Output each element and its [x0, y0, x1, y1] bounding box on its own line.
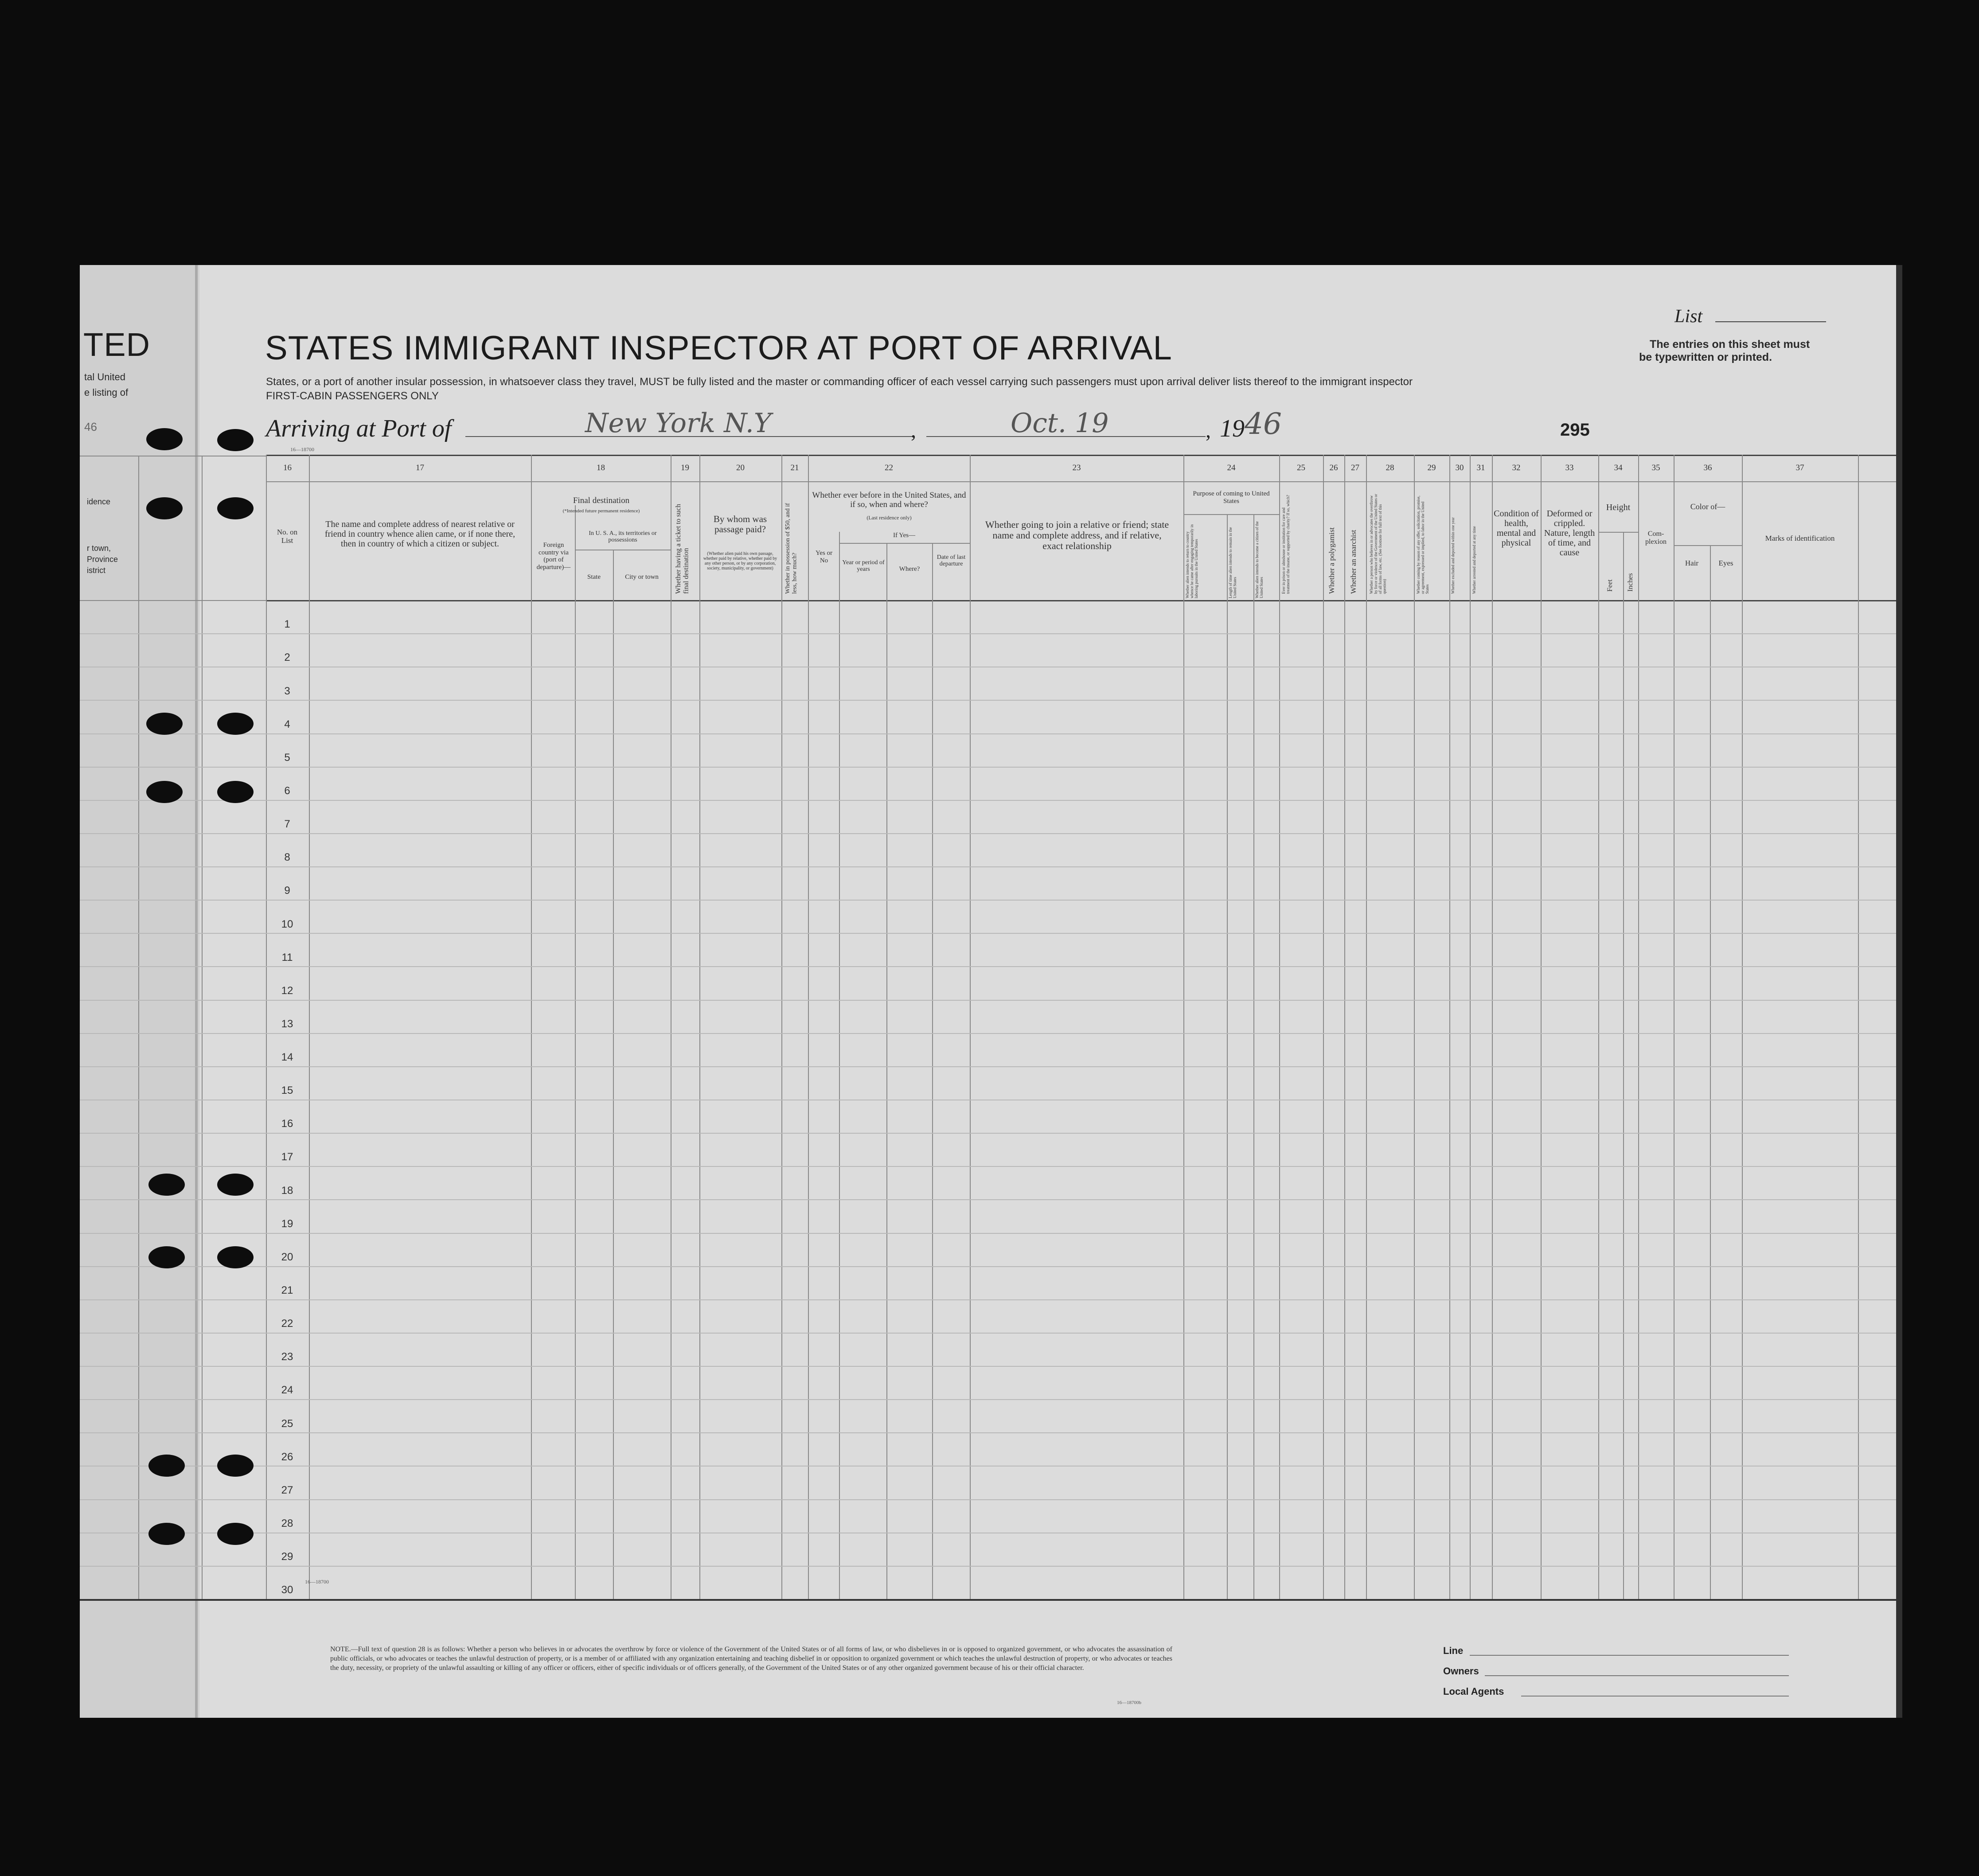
page-subtitle: States, or a port of another insular possession, in whatsoever class they travel, MUST be fully listed and the master or commanding officer of each vessel carrying such passengers must upon arrival deliver lists thereof to the immigrant inspector — [266, 376, 1413, 388]
col-line — [1344, 455, 1345, 1599]
header-anarchist: Whether an anarchist — [1349, 530, 1358, 594]
colnum-21: 21 — [790, 463, 799, 472]
header-date-departure: Date of last departure — [937, 554, 966, 568]
punch-hole — [146, 781, 183, 803]
left-strip-row-divider — [80, 1066, 266, 1067]
page-title: STATES IMMIGRANT INSPECTOR AT PORT OF ARRIVAL — [265, 329, 1172, 367]
col-line — [1598, 455, 1599, 1599]
header-health: Condition of health, mental and physical — [1494, 509, 1539, 548]
left-strip-row-divider — [80, 1399, 266, 1400]
header-ever-before: Whether ever before in the United States, and if so, when and where? — [812, 491, 966, 509]
header-nearest-relative: The name and complete address of nearest relative or friend in country whence alien came, or if none there, then in country of which a citizen or subject. — [324, 519, 515, 549]
colnum-28: 28 — [1386, 463, 1394, 472]
header-state: State — [587, 573, 601, 581]
col-line — [1858, 455, 1859, 1599]
left-strip-row-divider — [80, 1133, 266, 1134]
header-purpose-length: Length of time alien intends to remain in the United States — [1228, 527, 1237, 598]
row-divider — [266, 1333, 1896, 1334]
row-number: 16 — [281, 1118, 293, 1130]
left-strip-column-line — [138, 456, 139, 1599]
header-where: Where? — [899, 566, 920, 573]
row-divider — [266, 1133, 1896, 1134]
punch-hole — [148, 1523, 185, 1545]
row-divider — [266, 900, 1896, 901]
row-number: 5 — [284, 752, 290, 764]
row-number: 19 — [281, 1218, 293, 1230]
left-fragment-title: TED — [83, 326, 150, 363]
header-passage-paid: By whom was passage paid? — [713, 514, 767, 535]
column-number-rule — [266, 481, 1896, 482]
left-strip-label-town: r town, — [87, 544, 111, 553]
header-if-yes: If Yes— — [893, 532, 915, 539]
col-line — [1414, 455, 1415, 1599]
left-strip-row-divider — [80, 700, 266, 701]
row-divider — [266, 1366, 1896, 1367]
punch-hole — [217, 1455, 254, 1477]
col-line — [613, 550, 614, 1599]
colnum-16: 16 — [283, 463, 292, 472]
row-number: 29 — [281, 1551, 293, 1563]
header-fifty-dollars: Whether in possession of $50, and if less, how much? — [785, 503, 798, 594]
row-divider — [266, 1033, 1896, 1034]
left-strip-column-line — [202, 456, 203, 1599]
row-divider — [266, 1432, 1896, 1433]
col-line — [1541, 455, 1542, 1599]
row-number: 30 — [281, 1584, 293, 1596]
header-color-of: Color of— — [1690, 502, 1725, 511]
colnum-32: 32 — [1512, 463, 1521, 472]
header-eyes: Eyes — [1718, 559, 1733, 567]
header-city: City or town — [625, 573, 659, 581]
left-strip-row-divider — [80, 1333, 266, 1334]
punch-hole — [148, 1174, 185, 1196]
col-line — [309, 455, 310, 1599]
header-ever-before-note: (Last residence only) — [867, 515, 912, 521]
row-number: 4 — [284, 718, 290, 730]
row-number: 20 — [281, 1251, 293, 1263]
header-marks: Marks of identification — [1765, 534, 1835, 542]
footer-agents-label: Local Agents — [1443, 1686, 1504, 1697]
left-fragment-1: tal United — [84, 371, 125, 382]
row-number: 9 — [284, 885, 290, 897]
col-line — [1470, 455, 1471, 1599]
colnum-29: 29 — [1427, 463, 1436, 472]
col-line — [575, 505, 576, 1599]
year-handwritten: 46 — [1245, 407, 1282, 441]
punch-hole — [217, 429, 254, 451]
colnum-26: 26 — [1329, 463, 1338, 472]
colnum-37: 37 — [1796, 463, 1804, 472]
colnum-34: 34 — [1614, 463, 1623, 472]
colnum-17: 17 — [416, 463, 424, 472]
colnum-27: 27 — [1351, 463, 1359, 472]
left-fragment-2: e listing of — [84, 387, 129, 398]
col-line — [1279, 455, 1280, 1599]
left-strip-row-divider — [80, 1033, 266, 1034]
row-number: 27 — [281, 1484, 293, 1496]
row-number: 24 — [281, 1384, 293, 1396]
row-divider — [266, 966, 1896, 967]
header-yes-no: Yes or No — [815, 550, 833, 564]
row-divider — [266, 833, 1896, 834]
left-strip-row-divider — [80, 1366, 266, 1367]
footer-agents-field — [1521, 1696, 1789, 1697]
col-line — [932, 543, 933, 1599]
sheet-right-edge — [1896, 265, 1902, 1718]
header-join-relative: Whether going to join a relative or friend; state name and complete address, and if relative, exact relationship — [985, 519, 1169, 552]
left-strip-row-divider — [80, 1566, 266, 1567]
subheader-rule — [1598, 532, 1638, 533]
row-number: 10 — [281, 918, 293, 930]
header-feet: Feet — [1606, 579, 1614, 592]
col-line — [1742, 455, 1743, 1599]
date-handwritten: Oct. 19 — [1011, 408, 1109, 439]
row-number: 18 — [281, 1185, 293, 1197]
row-divider — [266, 1066, 1896, 1067]
punch-hole — [148, 1246, 185, 1268]
row-number: 2 — [284, 651, 290, 663]
list-number-line — [1715, 321, 1826, 322]
form-code-table: 16—18700 — [305, 1579, 329, 1585]
footer-line-label: Line — [1443, 1645, 1464, 1656]
punch-hole — [217, 1246, 254, 1268]
left-fragment-3: 46 — [84, 420, 97, 433]
header-overthrow: Whether a person who believes in or advocates the overthrow by force or violence of the Government of the United States or of all forms of law, etc. (See footnote for full text of this question) — [1369, 494, 1387, 594]
punch-hole — [146, 428, 183, 450]
col-line — [1323, 455, 1324, 1599]
col-line — [1623, 532, 1624, 1599]
col-line — [1227, 514, 1228, 1599]
punch-hole — [146, 713, 183, 735]
colnum-24: 24 — [1227, 463, 1236, 472]
punch-hole — [146, 497, 183, 519]
col-line — [266, 455, 267, 1599]
row-divider — [266, 767, 1896, 768]
table-bottom-rule — [80, 1599, 1896, 1601]
header-excluded: Whether excluded and deported within one year — [1451, 517, 1455, 594]
left-strip-row-divider — [80, 1299, 266, 1300]
col-line — [781, 455, 782, 1599]
colnum-22: 22 — [885, 463, 893, 472]
header-prison: Ever in prison or almshouse or institution for care and treatment of the insane, or supported by charity? If so, which? — [1281, 495, 1290, 594]
footer-line-field — [1470, 1655, 1789, 1656]
row-divider — [266, 1499, 1896, 1500]
year-printed: 19 — [1220, 415, 1245, 442]
col-line — [1638, 455, 1639, 1599]
row-number: 22 — [281, 1318, 293, 1330]
left-strip-row-divider — [80, 833, 266, 834]
row-number: 23 — [281, 1351, 293, 1363]
row-number: 1 — [284, 618, 290, 630]
header-purpose: Purpose of coming to United States — [1193, 490, 1270, 505]
colnum-20: 20 — [736, 463, 745, 472]
left-strip-row-divider — [80, 1199, 266, 1200]
left-strip-label-residence: idence — [87, 497, 111, 506]
left-strip-row-divider — [80, 866, 266, 867]
comma: , — [1206, 419, 1211, 442]
form-code-top: 16—18700 — [290, 446, 314, 452]
sheet-number: 295 — [1560, 420, 1590, 440]
colnum-18: 18 — [597, 463, 605, 472]
punch-hole — [217, 497, 254, 519]
punch-hole — [217, 713, 254, 735]
col-line — [886, 543, 887, 1599]
left-strip-row-divider — [80, 966, 266, 967]
colnum-31: 31 — [1476, 463, 1485, 472]
header-deformed: Deformed or crippled. Nature, length of time, and cause — [1544, 509, 1595, 558]
row-divider — [266, 633, 1896, 634]
row-number: 8 — [284, 851, 290, 863]
subheader-rule — [1674, 545, 1742, 546]
col-line — [1449, 455, 1450, 1599]
left-strip-row-divider — [80, 900, 266, 901]
row-divider — [266, 733, 1896, 734]
punch-hole — [217, 781, 254, 803]
left-strip-row-divider — [80, 1499, 266, 1500]
col-line — [1366, 455, 1367, 1599]
header-arrested: Whether arrested and deported at any time — [1472, 526, 1476, 594]
colnum-36: 36 — [1703, 463, 1712, 472]
row-number: 7 — [284, 818, 290, 830]
col-line — [1710, 545, 1711, 1599]
header-final-destination-note: (*Intended future permanent residence) — [562, 508, 640, 514]
subheader-rule — [839, 543, 970, 544]
punch-hole — [217, 1174, 254, 1196]
row-number: 21 — [281, 1284, 293, 1296]
left-strip-rule — [80, 600, 266, 601]
colnum-23: 23 — [1072, 463, 1081, 472]
colnum-33: 33 — [1565, 463, 1574, 472]
header-in-usa: In U. S. A., its territories or possessions — [589, 530, 657, 544]
header-inches: Inches — [1627, 573, 1634, 592]
row-divider — [266, 933, 1896, 934]
row-number: 6 — [284, 785, 290, 797]
entries-note-2: be typewritten or printed. — [1639, 351, 1772, 363]
comma: , — [911, 419, 916, 442]
row-divider — [266, 800, 1896, 801]
header-bottom-rule — [266, 600, 1896, 601]
row-number: 26 — [281, 1451, 293, 1463]
row-number: 15 — [281, 1084, 293, 1096]
col-line — [808, 455, 809, 1599]
row-number: 11 — [281, 952, 293, 963]
row-number: 3 — [284, 685, 290, 697]
colnum-35: 35 — [1651, 463, 1660, 472]
port-handwritten: New York N.Y — [585, 408, 772, 439]
row-divider — [266, 1566, 1896, 1567]
header-no-on-list: No. on List — [277, 528, 298, 545]
header-labor-offer: Whether coming by reason of any offer, solicitation, promise, or agreement, expressed or implied, to labor in the United States — [1416, 495, 1429, 594]
row-number: 25 — [281, 1418, 293, 1430]
row-divider — [266, 1399, 1896, 1400]
left-strip-row-divider — [80, 1000, 266, 1001]
row-divider — [266, 1233, 1896, 1234]
col-line — [1492, 455, 1493, 1599]
row-divider — [266, 1266, 1896, 1267]
col-line — [1183, 455, 1184, 1599]
row-divider — [266, 700, 1896, 701]
row-number: 14 — [281, 1051, 293, 1063]
colnum-25: 25 — [1297, 463, 1305, 472]
row-number: 28 — [281, 1517, 293, 1529]
row-number: 12 — [281, 985, 293, 997]
left-strip-row-divider — [80, 633, 266, 634]
col-line — [839, 532, 840, 1599]
punch-hole — [148, 1455, 185, 1477]
punch-hole — [217, 1523, 254, 1545]
row-divider — [266, 1000, 1896, 1001]
entries-note-1: The entries on this sheet must — [1650, 338, 1810, 351]
col-line — [699, 455, 700, 1599]
row-number: 13 — [281, 1018, 293, 1030]
header-purpose-citizen: Whether alien intends to become a citizen of the United States — [1255, 521, 1264, 598]
col-line — [970, 455, 971, 1599]
colnum-30: 30 — [1455, 463, 1464, 472]
left-strip-row-divider — [80, 1233, 266, 1234]
list-label: List — [1675, 306, 1703, 327]
col-line — [1253, 514, 1254, 1599]
header-passage-paid-note: (Whether alien paid his own passage, whether paid by relative, whether paid by any other person, or by any corporation, society, municipality, or government) — [703, 551, 777, 571]
left-strip-row-divider — [80, 1432, 266, 1433]
row-divider — [266, 1199, 1896, 1200]
left-strip-row-divider — [80, 767, 266, 768]
header-polygamist: Whether a polygamist — [1327, 527, 1336, 594]
header-hair: Hair — [1685, 559, 1699, 567]
header-height: Height — [1606, 503, 1631, 512]
col-line — [1674, 455, 1675, 1599]
footer-form-code: 16—18700b — [1117, 1700, 1141, 1705]
header-year-period: Year or period of years — [842, 559, 885, 573]
col-line — [531, 455, 532, 1599]
row-divider — [266, 866, 1896, 867]
left-strip-row-divider — [80, 933, 266, 934]
cabin-note: FIRST-CABIN PASSENGERS ONLY — [266, 390, 439, 402]
row-divider — [266, 1166, 1896, 1167]
footer-note: NOTE.—Full text of question 28 is as follows: Whether a person who believes in or advocates the overthrow by force or violence of the Government of the United States or of all forms of law, or who disbelieves in or is opposed to organized government, or who advocates the assassination of public officials, or who advocates or teaches the unlawful destruction of property, or is a member of or affiliated with any organization entertaining and teaching disbelief in or opposition to organized government or which teaches the unlawful destruction of property, or who advocates or teaches the duty, necessity, or propriety of the unlawful assaulting or killing of any officer or officers, either of specific individuals or of officers generally, of the Government of the United States or of any other organized government because of his or their official character. — [330, 1646, 1172, 1672]
header-ticket: Whether having a ticket to such final destination — [675, 503, 690, 594]
colnum-19: 19 — [681, 463, 689, 472]
row-number: 17 — [281, 1151, 293, 1163]
header-complexion: Com-plexion — [1645, 530, 1667, 546]
table-top-rule — [266, 455, 1896, 456]
row-divider — [266, 1299, 1896, 1300]
footer-owners-label: Owners — [1443, 1665, 1479, 1677]
header-purpose-return: Whether alien intends to return to country whence he came after engaging temporarily in laboring pursuits in the United States — [1185, 524, 1198, 598]
footer-owners-field — [1485, 1675, 1789, 1676]
arriving-label: Arriving at Port of — [266, 415, 452, 442]
header-foreign-country: Foreign country via (port of departure)— — [536, 542, 571, 571]
left-strip-label-province: Province — [87, 555, 118, 564]
header-final-destination: Final destination — [573, 496, 630, 505]
subheader-rule — [1183, 514, 1279, 515]
left-strip-label-district: istrict — [87, 566, 105, 575]
left-strip-row-divider — [80, 1166, 266, 1167]
